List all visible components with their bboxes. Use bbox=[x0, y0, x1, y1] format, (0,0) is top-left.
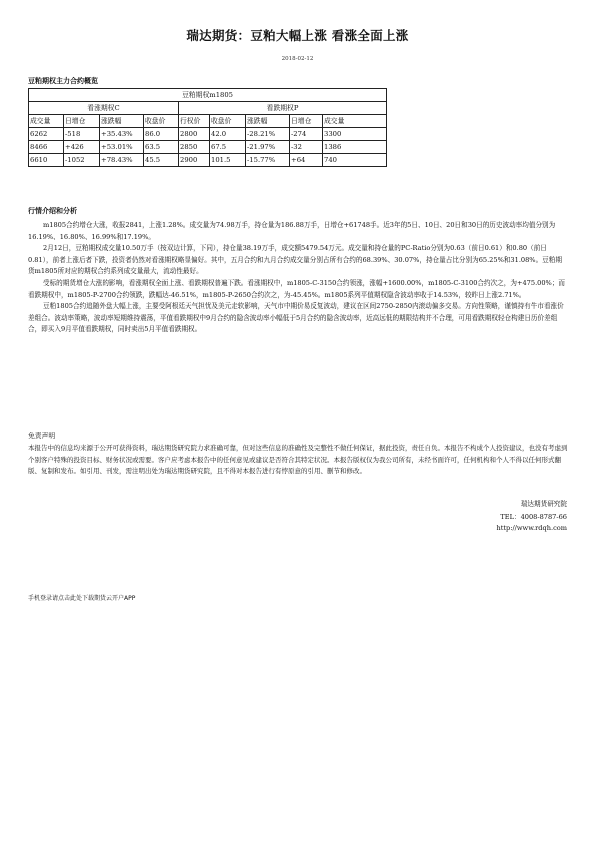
table-cell: 42.0 bbox=[210, 128, 246, 141]
contract-name-cell: 豆粕期权m1805 bbox=[29, 89, 387, 102]
table-cell: +78.43% bbox=[100, 154, 144, 167]
analysis-body bbox=[28, 220, 568, 336]
table-cell: 6262 bbox=[29, 128, 64, 141]
report-title: 瑞达期货：豆粕大幅上涨 看涨全面上涨 bbox=[186, 28, 409, 43]
analysis-heading: 行情介绍和分析 bbox=[28, 206, 77, 215]
analysis-paragraph: 2月12日，豆粕期权成交量10.50万手（按双边计算，下同），持仓量38.19万手，成交额5479.54万元。成交量和持仓量的PC-Ratio分别为0.63（前日0.61）和0.80（前日0.81），前者上涨后者下跌，投资者仍然对看涨期权略显偏好。其中，五月合约和九月合约成交量分别占所有合约的68.39%、30.07%，持仓量占比分别为65.25%和31.08%。豆粕期货m1805所对应的期权合约系列成交量最大，流动性最好。 bbox=[28, 244, 562, 276]
report-date: 2018-02-12 bbox=[281, 56, 314, 62]
column-header: 收盘价 bbox=[144, 115, 179, 128]
table-cell: -32 bbox=[290, 141, 323, 154]
table-cell: -28.21% bbox=[246, 128, 290, 141]
overview-heading: 豆粕期权主力合约概览 bbox=[28, 76, 98, 85]
table-cell: 3300 bbox=[323, 128, 387, 141]
table-cell: +53.01% bbox=[100, 141, 144, 154]
table-cell: -1052 bbox=[64, 154, 100, 167]
table-row bbox=[29, 128, 387, 141]
column-header: 涨跌幅 bbox=[246, 115, 290, 128]
table-group-row bbox=[29, 102, 387, 115]
table-cell: -274 bbox=[290, 128, 323, 141]
table-cell: 740 bbox=[323, 154, 387, 167]
table-header-row bbox=[29, 115, 387, 128]
column-header: 日增仓 bbox=[64, 115, 100, 128]
table-cell: -21.97% bbox=[246, 141, 290, 154]
column-header: 日增仓 bbox=[290, 115, 323, 128]
put-options-header: 看跌期权P bbox=[179, 102, 387, 115]
table-cell: -518 bbox=[64, 128, 100, 141]
sign-url[interactable]: http://www.rdqh.com bbox=[496, 524, 567, 532]
sign-tel: TEL：4008-8787-66 bbox=[500, 513, 567, 521]
disclaimer-text: 本报告中的信息均来源于公开可获得资料，瑞达期货研究院力求准确可靠，但对这些信息的准确性及完整性不做任何保证，据此投资，责任自负。本报告不构成个人投资建议，也没有考虑到个别客户特殊的投资目标、财务状况或需要。客户应考虑本报告中的任何意见或建议是否符合其特定状况。本报告版权仅为我公司所有，未经书面许可，任何机构和个人不得以任何形式翻版、复制和发布。如引用、刊发，需注明出处为瑞达期货研究院，且不得对本报告进行有悖原意的引用、删节和修改。 bbox=[28, 444, 568, 475]
table-row bbox=[29, 141, 387, 154]
column-header: 收盘价 bbox=[210, 115, 246, 128]
app-download-link[interactable]: 手机登录请点击此处下载期货云开户APP bbox=[28, 595, 136, 602]
call-options-header: 看涨期权C bbox=[29, 102, 179, 115]
table-cell: +35.43% bbox=[100, 128, 144, 141]
column-header: 成交量 bbox=[29, 115, 64, 128]
table-cell: 2800 bbox=[179, 128, 210, 141]
table-cell: 1386 bbox=[323, 141, 387, 154]
table-cell: 2850 bbox=[179, 141, 210, 154]
table-cell: 63.5 bbox=[144, 141, 179, 154]
table-cell: 101.5 bbox=[210, 154, 246, 167]
table-row bbox=[29, 154, 387, 167]
table-cell: +426 bbox=[64, 141, 100, 154]
analysis-paragraph: 豆粕1805合约追随外盘大幅上涨，主要受阿根廷天气担忧及美元走软影响，天气市中期价易反复波动，建议在区间2750-2850内滚动偏多交易。方向性策略，谨慎持有牛市看涨价差组合。波动率策略，波动率短期维持震荡，平值看跌期权中9月合约的隐含波动率小幅低于5月合约的隐含波动率，近高远低的期限结构并不合理，可用看跌期权轻仓构建日历价差组合，即买入9月平值看跌期权，同时卖出5月平值看跌期权。 bbox=[28, 302, 564, 334]
table-cell: 6610 bbox=[29, 154, 64, 167]
column-header: 涨跌幅 bbox=[100, 115, 144, 128]
column-header: 成交量 bbox=[323, 115, 387, 128]
sign-org: 瑞达期货研究院 bbox=[520, 500, 567, 508]
table-cell: 86.0 bbox=[144, 128, 179, 141]
table-cell: -15.77% bbox=[246, 154, 290, 167]
analysis-paragraph: 受标的期货增仓大涨的影响，看涨期权全面上涨、看跌期权普遍下跌。看涨期权中，m1805-C-3150合约领涨，涨幅+1600.00%，m1805-C-3100合约次之，为+475.00%；而看跌期权中，m1805-P-2700合约领跌，跌幅达-46.51%，m1805-P-2650合约次之，为-45.45%。m1805系列平值期权隐含波动率收于14.53%，较昨日上涨2.71%。 bbox=[28, 278, 566, 299]
disclaimer-heading: 免责声明 bbox=[28, 432, 56, 440]
analysis-paragraph: m1805合约增仓大涨，收报2841，上涨1.28%。成交量为74.98万手，持仓量为186.88万手，日增仓+61748手。近3年的5日、10日、20日和30日的历史波动率均值分别为16.19%、16.80%、16.99%和17.19%。 bbox=[28, 221, 556, 241]
table-contract-row bbox=[29, 89, 387, 102]
table-cell: 8466 bbox=[29, 141, 64, 154]
column-header: 行权价 bbox=[179, 115, 210, 128]
table-cell: 2900 bbox=[179, 154, 210, 167]
table-cell: 67.5 bbox=[210, 141, 246, 154]
table-cell: +64 bbox=[290, 154, 323, 167]
options-overview-table bbox=[28, 88, 387, 167]
table-cell: 45.5 bbox=[144, 154, 179, 167]
